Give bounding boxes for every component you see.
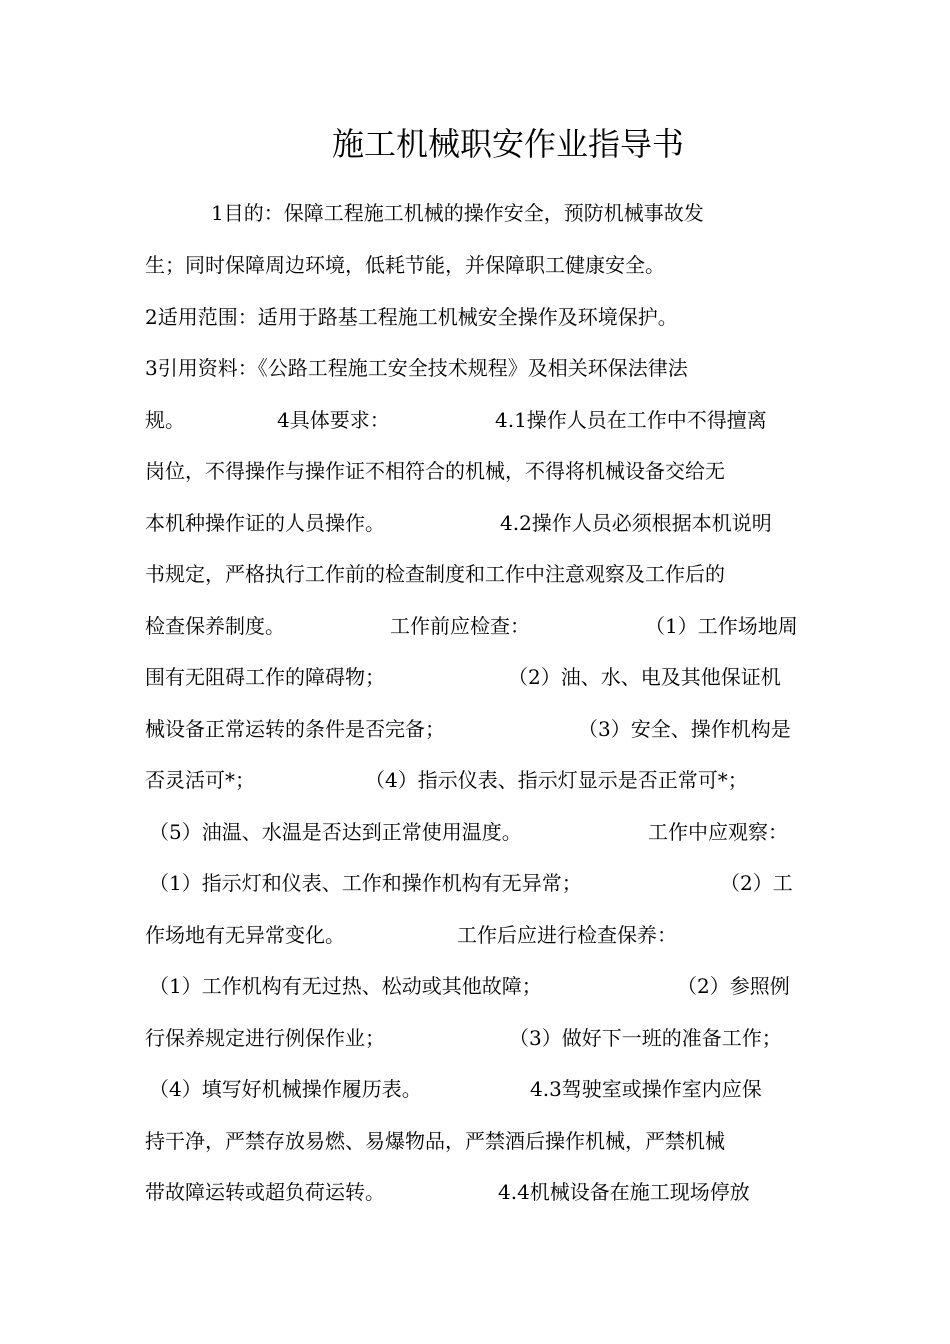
text-segment: 工作中应观察： [648,820,788,844]
text-segment: 械设备正常运转的条件是否完备； [145,717,445,741]
text-segment: 持干净，严禁存放易燃、易爆物品，严禁酒后操作机械，严禁机械 [145,1129,725,1153]
text-segment: （4）填写好机械操作履历表。 [149,1077,422,1101]
text-segment: 工作后应进行检查保养： [457,923,677,947]
text-segment: 4.1操作人员在工作中不得擅离 [495,408,767,432]
text-segment: 2适用范围：适用于路基工程施工机械安全操作及环境保护。 [145,305,678,329]
text-segment: （1）工作场地周 [645,614,798,638]
text-segment: 检查保养制度。 [145,614,285,638]
text-segment: （5）油温、水温是否达到正常使用温度。 [149,820,522,844]
text-segment: （2）工 [720,871,793,895]
text-segment: 行保养规定进行例保作业； [145,1026,385,1050]
text-line [145,1074,810,1104]
text-line [145,1177,810,1207]
text-line [145,250,810,280]
text-line [145,198,810,228]
text-line [145,456,810,486]
text-segment: 岗位，不得操作与操作证不相符合的机械，不得将机械设备交给无 [145,459,725,483]
document-title: 施工机械职安作业指导书 [331,125,684,163]
text-segment: 规。 [145,408,185,432]
text-segment: （3）安全、操作机构是 [578,717,791,741]
text-segment: 4.4机械设备在施工现场停放 [498,1180,750,1204]
text-segment: （4）指示仪表、指示灯显示是否正常可*； [365,768,748,792]
text-line [145,971,810,1001]
text-segment: （3）做好下一班的准备工作； [509,1026,782,1050]
text-line [145,817,810,847]
text-segment: 否灵活可*； [145,768,255,792]
text-line [145,662,810,692]
text-segment: （2）油、水、电及其他保证机 [508,665,781,689]
text-segment: 书规定，严格执行工作前的检查制度和工作中注意观察及工作后的 [145,562,725,586]
text-segment: 4.2操作人员必须根据本机说明 [500,511,772,535]
text-segment: （2）参照例 [677,974,790,998]
text-segment: 带故障运转或超负荷运转。 [145,1180,385,1204]
text-line [145,353,810,383]
text-line [145,1126,810,1156]
text-segment: （1）工作机构有无过热、松动或其他故障； [149,974,542,998]
text-segment: 工作前应检查： [390,614,530,638]
text-line [145,868,810,898]
text-line [145,611,810,641]
text-segment: 作场地有无异常变化。 [145,923,345,947]
text-line [145,302,810,332]
text-segment: 1目的：保障工程施工机械的操作安全，预防机械事故发 [211,201,704,225]
text-segment: 生；同时保障周边环境，低耗节能，并保障职工健康安全。 [145,253,665,277]
text-segment: 本机种操作证的人员操作。 [145,511,385,535]
text-segment: 围有无阻碍工作的障碍物； [145,665,385,689]
text-line [145,559,810,589]
text-line [145,1023,810,1053]
text-line [145,920,810,950]
text-line [145,405,810,435]
text-segment: 4.3驾驶室或操作室内应保 [530,1077,762,1101]
text-segment: 3引用资料：《公路工程施工安全技术规程》及相关环保法律法 [145,356,688,380]
text-segment: （1）指示灯和仪表、工作和操作机构有无异常； [149,871,582,895]
text-line [145,765,810,795]
text-line [145,508,810,538]
text-line [145,714,810,744]
text-segment: 4具体要求： [277,408,390,432]
